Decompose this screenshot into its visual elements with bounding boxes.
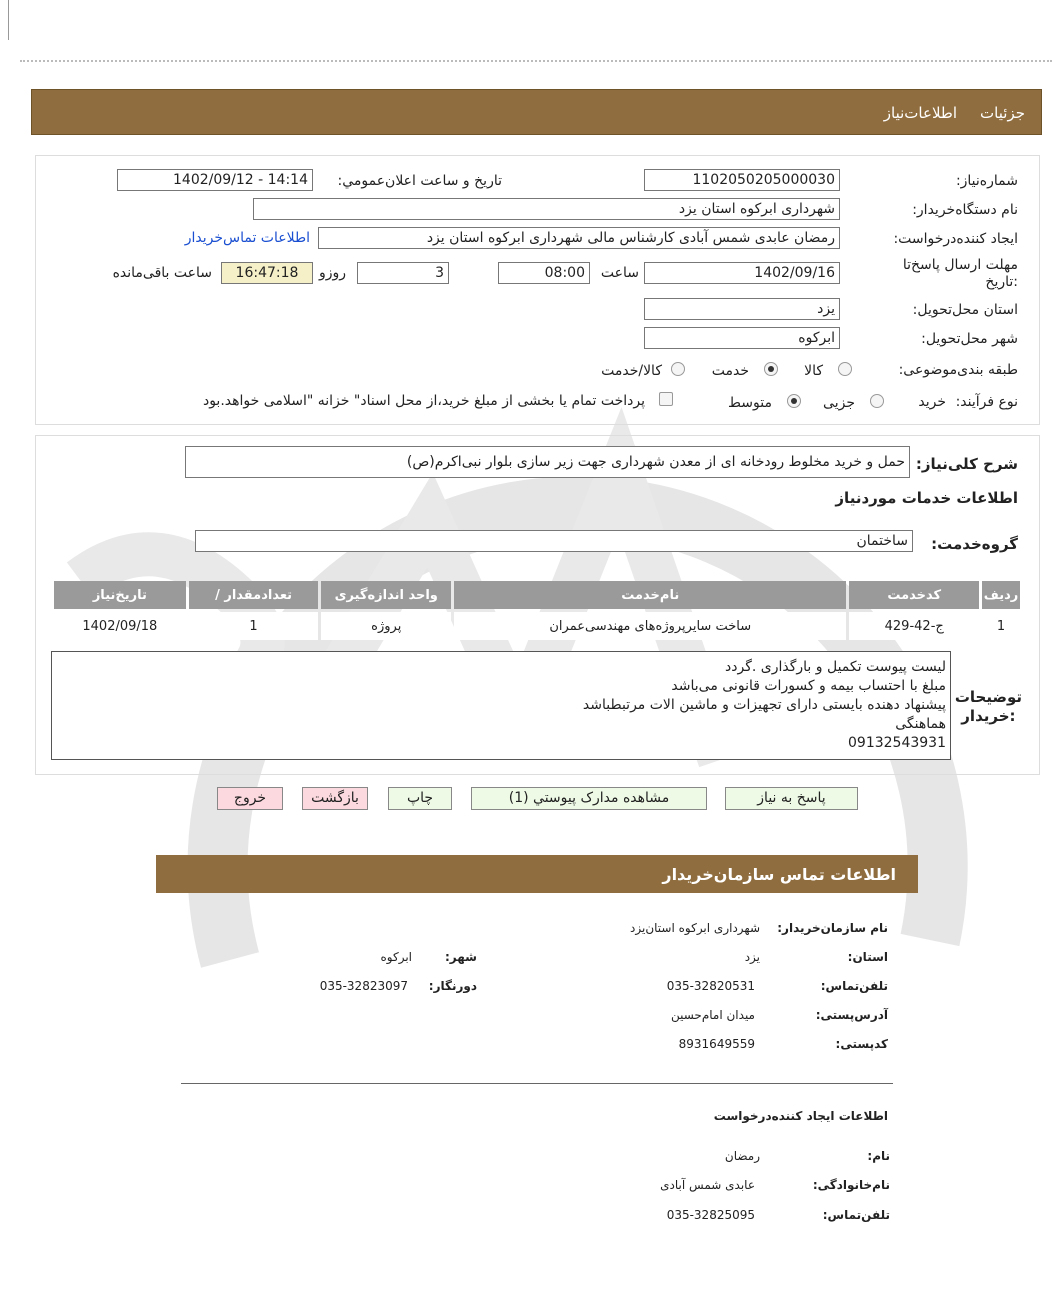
remaining-time-label: ساعت باقی‌مانده <box>112 265 212 281</box>
service-group-field: ساختمان <box>195 530 913 552</box>
buyer-contact-link[interactable]: اطلاعات تماس‌خریدار <box>184 230 310 246</box>
note-line: پیشنهاد دهنده بایستی دارای تجهیزات و ماشین الات مرتبطباشد <box>582 697 946 713</box>
tab-need-info[interactable]: اطلاعات‌نیاز <box>883 104 957 122</box>
print-button[interactable]: چاپ <box>388 787 452 810</box>
treasury-note: پرداخت تمام یا بخشی از مبلغ خرید،از محل اسناد" خزانه "اسلامی خواهد.بود <box>202 393 645 409</box>
buyer-notes-box <box>51 651 951 760</box>
category-goods-service-label: کالا/خدمت <box>601 363 662 379</box>
cell-code: ج-42-429 <box>849 612 979 640</box>
contact-city-label: شهر: <box>445 950 477 964</box>
buyer-contact-title: اطلاعات تماس سازمان‌خریدار <box>662 865 896 884</box>
contact-postal-label: کدپستی: <box>835 1037 888 1051</box>
org-name-label: نام سازمان‌خریدار: <box>777 921 888 935</box>
requester-name-value: رمضان <box>724 1149 760 1163</box>
table-row <box>54 612 1020 640</box>
note-line: لیست پیوست تکمیل و بارگذاری .گردد <box>725 659 946 675</box>
requester-section-title: اطلاعات ایجاد کننده‌درخواست <box>713 1109 888 1123</box>
cell-date: 1402/09/18 <box>54 612 186 640</box>
announce-datetime-label: تاریخ و ساعت اعلان‌عمومي: <box>337 173 502 189</box>
col-name-header: نام‌خدمت <box>454 581 846 609</box>
requester-label: ایجاد کننده‌درخواست: <box>893 231 1018 247</box>
province-label: استان محل‌تحویل: <box>912 302 1018 318</box>
deadline-date-field: 1402/09/16 <box>644 262 840 284</box>
process-prefix: خرید <box>918 394 946 410</box>
deadline-label: مهلت ارسال پاسخ‌تا :تاریخ <box>902 257 1018 290</box>
buyer-notes-label: توضیحات :خریدار <box>954 688 1022 725</box>
category-label: طبقه بندی‌موضوعی: <box>898 362 1018 378</box>
remaining-time-field: 16:47:18 <box>221 262 313 284</box>
city-field: ابرکوه <box>644 327 840 349</box>
requester-phone-value: 035-32825095 <box>666 1208 755 1222</box>
back-button[interactable]: بازگشت <box>302 787 368 810</box>
summary-label: شرح کلی‌نیاز: <box>915 455 1018 473</box>
requester-family-value: عابدی شمس آبادی <box>660 1178 755 1192</box>
tab-details[interactable]: جزئيات <box>980 104 1025 122</box>
col-code-header: کدخدمت <box>849 581 979 609</box>
announce-datetime-field: 1402/09/12 - 14:14 <box>117 169 313 191</box>
cell-row: 1 <box>982 612 1020 640</box>
cell-name: ساخت سایرپروژه‌های مهندسی‌عمران <box>454 612 846 640</box>
city-label: شهر محل‌تحویل: <box>921 331 1018 347</box>
contact-fax-label: دورنگار: <box>428 979 477 993</box>
requester-field: رمضان عابدی شمس آبادی کارشناس مالی شهرداری ابرکوه استان یزد <box>318 227 840 249</box>
org-name-value: شهرداری ابرکوه استان‌یزد <box>630 921 760 935</box>
need-number-label: شماره‌نیاز: <box>955 173 1018 189</box>
reply-button[interactable]: پاسخ به نیاز <box>725 787 858 810</box>
category-goods-radio[interactable] <box>838 362 852 376</box>
category-service-label: خدمت <box>711 363 749 379</box>
cell-qty: 1 <box>189 612 319 640</box>
note-line: هماهنگی <box>895 716 946 732</box>
deadline-time-field: 08:00 <box>498 262 590 284</box>
process-label: نوع فرآیند: <box>955 394 1018 410</box>
category-goods-service-radio[interactable] <box>671 362 685 376</box>
need-info-panel <box>35 155 1040 425</box>
contact-province-value: یزد <box>744 950 760 964</box>
deadline-days-label: روزو <box>318 265 346 281</box>
category-service-radio[interactable] <box>764 362 778 376</box>
cell-unit: پروژه <box>321 612 451 640</box>
table-header-row <box>54 581 1020 609</box>
category-goods-label: کالا <box>804 363 823 379</box>
province-field: یزد <box>644 298 840 320</box>
contact-address-value: میدان امام‌حسین <box>670 1008 755 1022</box>
contact-postal-value: 8931649559 <box>678 1037 755 1051</box>
contact-fax-value: 035-32823097 <box>319 979 408 993</box>
contact-city-value: ابرکوه <box>380 950 412 964</box>
treasury-checkbox[interactable] <box>659 392 673 406</box>
contact-address-label: آدرس‌پستی: <box>815 1008 888 1022</box>
requester-family-label: نام‌خانوادگی: <box>812 1178 890 1192</box>
services-table <box>51 578 1023 643</box>
buyer-org-label: نام دستگاه‌خریدار: <box>912 202 1018 218</box>
requester-phone-label: تلفن‌تماس: <box>822 1208 890 1222</box>
contact-province-label: استان: <box>847 950 888 964</box>
deadline-time-label: ساعت <box>600 265 639 281</box>
requester-name-label: نام: <box>867 1149 890 1163</box>
process-medium-radio[interactable] <box>787 394 801 408</box>
need-number-field: 1102050205000030 <box>644 169 840 191</box>
left-edge-line <box>8 0 9 40</box>
col-row-header: ردیف <box>982 581 1020 609</box>
buyer-contact-bar <box>156 855 918 893</box>
col-date-header: تاریخ‌نیاز <box>54 581 186 609</box>
exit-button[interactable]: خروج <box>217 787 283 810</box>
process-minor-radio[interactable] <box>870 394 884 408</box>
note-line: مبلغ با احتساب بیمه و کسورات قانونی می‌باشد <box>671 678 946 694</box>
services-title: اطلاعات خدمات موردنیاز <box>835 489 1018 507</box>
note-line: 09132543931 <box>848 735 946 751</box>
contact-phone-label: تلفن‌تماس: <box>820 979 888 993</box>
attachments-button[interactable]: مشاهده مدارک پیوستي (1) <box>471 787 707 810</box>
col-qty-header: تعدادمقدار / <box>189 581 319 609</box>
top-divider <box>20 60 1052 62</box>
section-divider <box>181 1083 893 1084</box>
page-header-bar <box>31 89 1042 135</box>
col-unit-header: واحد اندازه‌گیری <box>321 581 451 609</box>
process-medium-label: متوسط <box>728 395 772 411</box>
deadline-days-field: 3 <box>357 262 449 284</box>
summary-field: حمل و خرید مخلوط رودخانه ای از معدن شهرداری جهت زیر سازی بلوار نبی‌اکرم(ص) <box>185 446 910 478</box>
contact-phone-value: 035-32820531 <box>666 979 755 993</box>
process-minor-label: جزیی <box>823 395 855 411</box>
service-group-label: گروه‌خدمت: <box>931 535 1018 553</box>
buyer-org-field: شهرداری ابرکوه استان یزد <box>253 198 840 220</box>
